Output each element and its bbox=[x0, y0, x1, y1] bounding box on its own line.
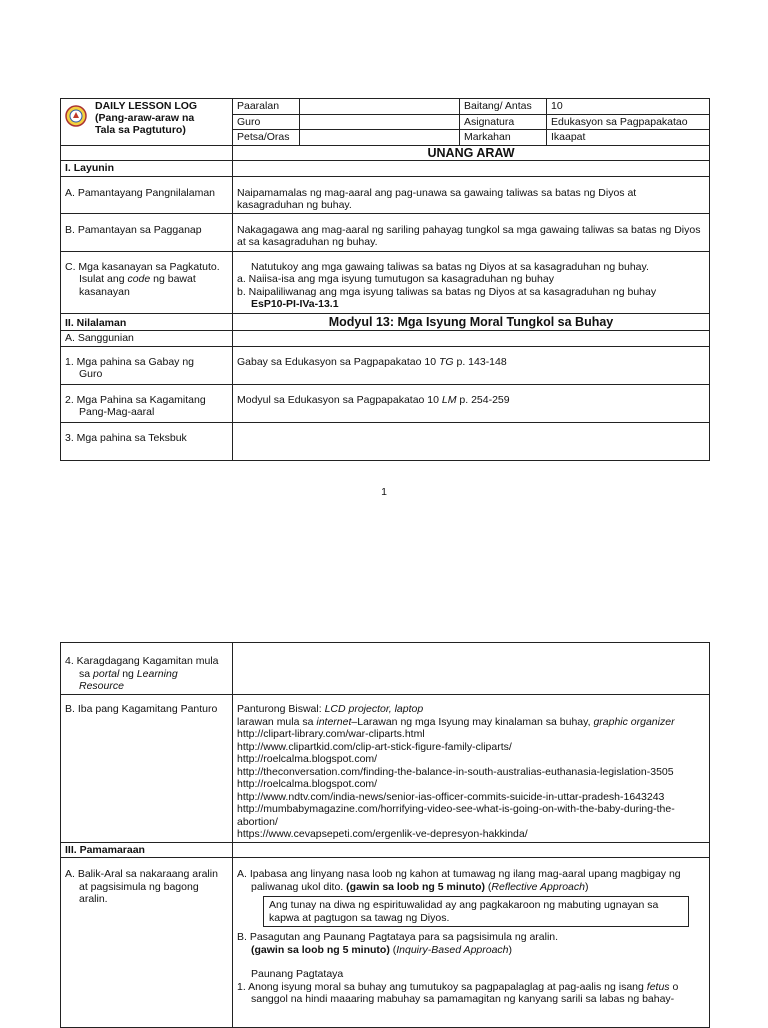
kagamitang-mag-aaral-text bbox=[233, 384, 710, 422]
pamantayang-pangnilalaman-label: A. Pamantayang Pangnilalaman bbox=[61, 176, 233, 213]
paaralan-value[interactable] bbox=[300, 99, 460, 115]
kagamitang-text-a: Modyul sa Edukasyon sa Pagpapakatao 10 bbox=[237, 393, 442, 406]
link-item[interactable]: http://clipart-library.com/war-cliparts.html bbox=[237, 728, 425, 740]
balik-aral-label bbox=[61, 858, 233, 1028]
larawan-c: –Larawan ng mga Isyung may kinalaman sa buhay, bbox=[351, 715, 594, 728]
iba-pang-kagamitan-label: B. Iba pang Kagamitang Panturo bbox=[61, 695, 233, 843]
link-item[interactable]: http://roelcalma.blogspot.com/ bbox=[237, 753, 378, 765]
log-subtitle-2: Tala sa Pagtuturo) bbox=[95, 124, 186, 136]
link-item[interactable]: http://roelcalma.blogspot.com/ bbox=[237, 778, 378, 790]
kasanayan-text-3: b. Naipaliliwanag ang mga isyung taliwas sa batas ng Diyos at sa kasagraduhan ng buhay bbox=[237, 285, 657, 298]
blank-cell bbox=[233, 161, 710, 177]
link-item[interactable]: http://www.clipartkid.com/clip-art-stick-figure-family-cliparts/ bbox=[237, 740, 512, 753]
gabay-guro-label-2: Guro bbox=[79, 368, 103, 380]
balik-aral-content bbox=[233, 858, 710, 1028]
instruction-b-paren-open: ( bbox=[389, 943, 397, 956]
question-1-c: o bbox=[669, 980, 679, 993]
question-1-d: sanggol na hindi maaaring mabuhay sa pamamagitan ng kanyang sarili sa labas ng bahay- bbox=[251, 993, 675, 1005]
instruction-a-paren-open: ( bbox=[484, 880, 492, 893]
karagdagang-label-portal: portal bbox=[93, 667, 120, 680]
paunang-pagtataya-title: Paunang Pagtataya bbox=[251, 968, 344, 980]
link-item[interactable]: http://theconversation.com/finding-the-balance-in-south-australias-euthanasia-legislation-3505 bbox=[237, 765, 674, 778]
kasanayan-text bbox=[233, 251, 710, 313]
karagdagang-label-resource: Resource bbox=[79, 680, 124, 692]
gabay-guro-label bbox=[61, 346, 233, 384]
markahan-value: Ikaapat bbox=[547, 130, 710, 146]
instruction-b-time: (gawin sa loob ng 5 minuto) bbox=[251, 943, 390, 956]
instruction-b-approach: Inquiry-Based Approach bbox=[396, 943, 509, 956]
asignatura-label: Asignatura bbox=[460, 114, 547, 130]
gabay-guro-text-c: p. 143-148 bbox=[453, 355, 507, 368]
kasanayan-label bbox=[61, 251, 233, 313]
karagdagang-label-learning: Learning bbox=[136, 667, 178, 680]
kagamitang-mag-aaral-label bbox=[61, 384, 233, 422]
petsa-label: Petsa/Oras bbox=[233, 130, 300, 146]
paaralan-label: Paaralan bbox=[233, 99, 300, 115]
larawan-a: larawan mula sa bbox=[237, 715, 317, 728]
log-title: DAILY LESSON LOG bbox=[95, 100, 198, 112]
quote-box: Ang tunay na diwa ng espirituwalidad ay ang pagkakaroon ng mabuting ugnayan sa kapwa at pagtugon sa tawag ng Diyos. bbox=[263, 896, 689, 927]
gabay-guro-text-tg: TG bbox=[438, 355, 454, 368]
link-item[interactable]: http://www.ndtv.com/india-news/senior-ias-officer-commits-suicide-in-uttar-pradesh-1643243 bbox=[237, 790, 665, 803]
pamantayan-pagganap-text: Nakagagawa ang mag-aaral ng sariling pahayag tungkol sa mga gawaing taliwas sa batas ng Diyos at sa kasagraduhan ng buhay. bbox=[233, 213, 710, 251]
larawan-internet: internet bbox=[316, 715, 352, 728]
blank-cell bbox=[233, 422, 710, 460]
lesson-log-table-page-2 bbox=[60, 642, 710, 1028]
section-nilalaman: II. Nilalaman bbox=[61, 313, 233, 331]
instruction-a-time: (gawin sa loob ng 5 minuto) bbox=[346, 880, 485, 893]
competency-code: EsP10-PI-IVa-13.1 bbox=[251, 298, 339, 310]
sanggunian-label: A. Sanggunian bbox=[61, 331, 233, 347]
lesson-log-table-page-1 bbox=[60, 98, 710, 461]
guro-value[interactable] bbox=[300, 114, 460, 130]
kasanayan-label-line-2a: Isulat ang bbox=[79, 273, 128, 285]
kagamitang-text-lm: LM bbox=[441, 393, 457, 406]
larawan-graphic-organizer: graphic organizer bbox=[593, 715, 675, 728]
day-title: UNANG ARAW bbox=[233, 145, 710, 161]
instruction-a-paren-close: ) bbox=[584, 880, 589, 893]
pamantayang-pangnilalaman-text: Naipamamalas ng mag-aaral ang pag-unawa sa gawaing taliwas sa batas ng Diyos at kasagraduhan ng buhay. bbox=[233, 176, 710, 213]
baitang-label: Baitang/ Antas bbox=[460, 99, 547, 115]
blank-cell bbox=[61, 145, 233, 161]
kasanayan-label-line-1: C. Mga kasanayan sa Pagkatuto. bbox=[65, 260, 220, 273]
guro-label: Guro bbox=[233, 114, 300, 130]
instruction-a-2a: paliwanag ukol dito. bbox=[251, 880, 347, 893]
page-number: 1 bbox=[381, 486, 387, 498]
gabay-guro-text-a: Gabay sa Edukasyon sa Pagpapakatao 10 bbox=[237, 355, 439, 368]
panturo-value: LCD projector, laptop bbox=[324, 703, 424, 715]
karagdagang-label-1: 4. Karagdagang Kagamitan mula bbox=[65, 655, 219, 667]
kasanayan-label-code: code bbox=[127, 273, 151, 285]
kagamitang-label-2: Pang-Mag-aaral bbox=[79, 406, 155, 418]
teksbuk-label: 3. Mga pahina sa Teksbuk bbox=[61, 422, 233, 460]
kasanayan-text-1: Natutukoy ang mga gawaing taliwas sa batas ng Diyos at sa kasagraduhan ng buhay. bbox=[251, 260, 649, 273]
gabay-guro-label-1: 1. Mga pahina sa Gabay ng bbox=[65, 355, 195, 368]
blank-cell bbox=[233, 842, 710, 858]
kasanayan-label-line-2c: ng bawat bbox=[150, 273, 196, 285]
deped-seal-icon bbox=[65, 105, 87, 127]
instruction-b-line-1: B. Pasagutan ang Paunang Pagtataya para sa pagsisimula ng aralin. bbox=[237, 931, 559, 943]
link-item[interactable]: http://mumbabymagazine.com/horrifying-video-see-what-is-going-on-with-the-baby-during-the-abortion/ bbox=[237, 803, 675, 828]
kasanayan-text-2: a. Naiisa-isa ang mga isyung tumutugon sa kasagraduhan ng buhay bbox=[237, 273, 554, 285]
section-layunin: I. Layunin bbox=[61, 161, 233, 177]
spacer bbox=[237, 956, 705, 968]
blank-cell bbox=[233, 331, 710, 347]
balik-aral-label-2: at pagsisimula ng bagong bbox=[79, 880, 199, 893]
karagdagang-label-2a: sa bbox=[79, 667, 94, 680]
blank-cell bbox=[233, 643, 710, 695]
instruction-a-line-1: A. Ipabasa ang linyang nasa loob ng kahon at tumawag ng ilang mag-aaral upang magbigay ng bbox=[237, 868, 681, 880]
link-item[interactable]: https://www.cevapsepeti.com/ergenlik-ve-depresyon-hakkinda/ bbox=[237, 828, 528, 840]
log-subtitle-1: (Pang-araw-araw na bbox=[95, 112, 195, 124]
question-1-fetus: fetus bbox=[646, 980, 670, 993]
question-1-a: 1. Anong isyung moral sa buhay ang tumutukoy sa pagpapalaglag at pag-aalis ng isang bbox=[237, 980, 647, 993]
kasanayan-label-line-3: kasanayan bbox=[79, 285, 130, 298]
asignatura-value: Edukasyon sa Pagpapakatao bbox=[547, 114, 710, 130]
kagamitang-label-1: 2. Mga Pahina sa Kagamitang bbox=[65, 393, 206, 406]
panturo-label: Panturong Biswal: bbox=[237, 703, 325, 715]
instruction-b-paren-close: ) bbox=[508, 943, 513, 956]
karagdagang-label-2c: ng bbox=[119, 667, 137, 680]
karagdagang-kagamitan-label bbox=[61, 643, 233, 695]
modyul-title: Modyul 13: Mga Isyung Moral Tungkol sa Buhay bbox=[233, 313, 710, 331]
instruction-a-approach: Reflective Approach bbox=[491, 880, 585, 893]
logo-cell bbox=[61, 99, 233, 146]
iba-pang-kagamitan-text bbox=[233, 695, 710, 843]
balik-aral-label-3: aralin. bbox=[79, 893, 108, 905]
gabay-guro-text bbox=[233, 346, 710, 384]
pamantayan-pagganap-label: B. Pamantayan sa Pagganap bbox=[61, 213, 233, 251]
kagamitang-text-c: p. 254-259 bbox=[456, 393, 510, 406]
markahan-label: Markahan bbox=[460, 130, 547, 146]
balik-aral-label-1: A. Balik-Aral sa nakaraang aralin bbox=[65, 868, 218, 880]
petsa-value[interactable] bbox=[300, 130, 460, 146]
baitang-value: 10 bbox=[547, 99, 710, 115]
section-pamamaraan: III. Pamamaraan bbox=[61, 842, 233, 858]
